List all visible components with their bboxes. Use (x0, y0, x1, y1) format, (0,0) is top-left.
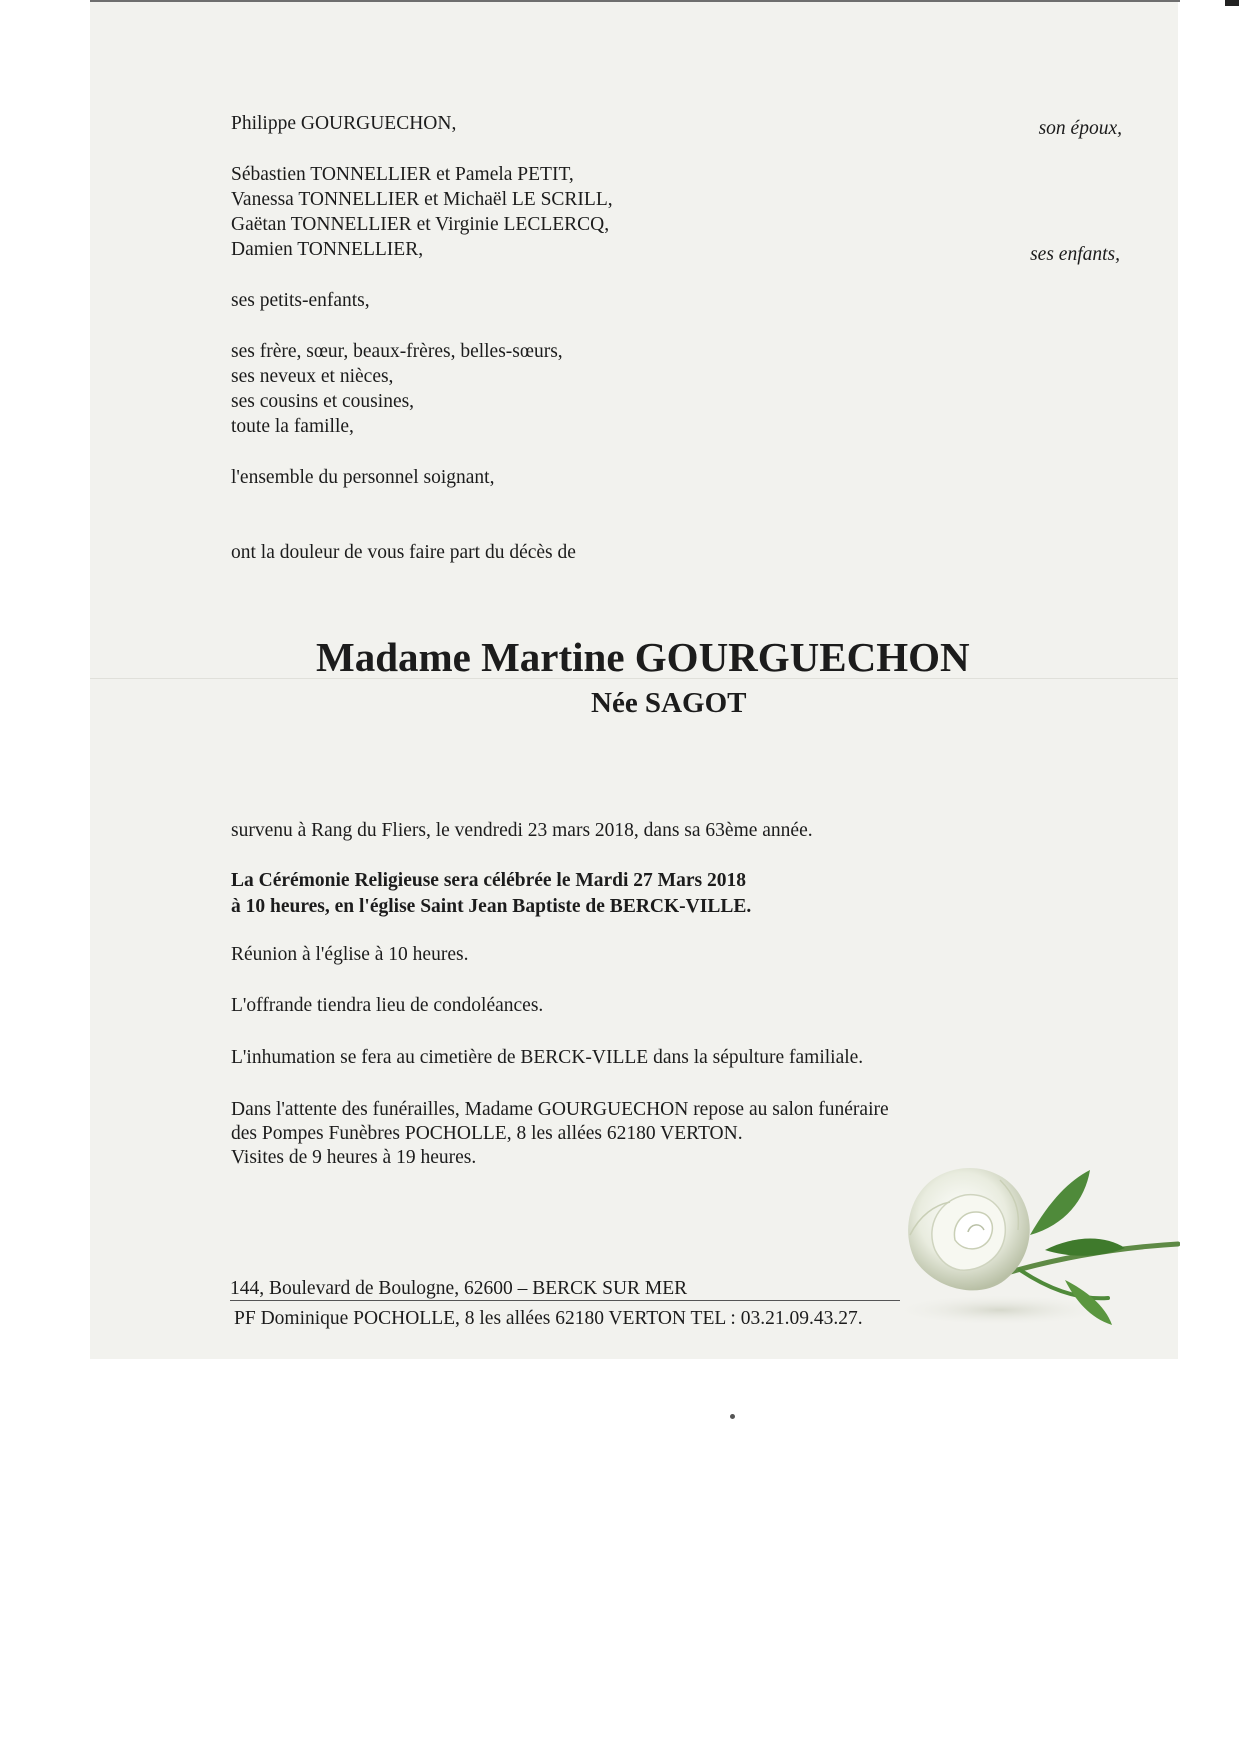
husband-name: Philippe GOURGUECHON, (231, 113, 457, 134)
burial-line: L'inhumation se fera au cimetière de BERCK-VILLE dans la sépulture familiale. (231, 1047, 864, 1068)
visitation-line: des Pompes Funèbres POCHOLLE, 8 les allées 62180 VERTON. (231, 1123, 743, 1144)
staff-line: l'ensemble du personnel soignant, (231, 467, 495, 488)
child-line: Vanessa TONNELLIER et Michaël LE SCRILL, (231, 189, 613, 210)
scan-corner-mark (1225, 0, 1239, 6)
deceased-maiden-name: Née SAGOT (591, 687, 747, 719)
footer-divider (230, 1300, 900, 1301)
relatives-line: ses neveux et nièces, (231, 366, 394, 387)
relatives-line: ses frère, sœur, beaux-frères, belles-sœurs, (231, 341, 563, 362)
children-role: ses enfants, (1030, 244, 1120, 265)
deceased-name: Madame Martine GOURGUECHON (316, 634, 970, 680)
relatives-line: toute la famille, (231, 416, 354, 437)
announcement-line: ont la douleur de vous faire part du décès de (231, 542, 576, 563)
meeting-line: Réunion à l'église à 10 heures. (231, 944, 469, 965)
ceremony-line: à 10 heures, en l'église Saint Jean Baptiste de BERCK-VILLE. (231, 896, 752, 917)
footer-funeral-home: PF Dominique POCHOLLE, 8 les allées 62180 VERTON TEL : 03.21.09.43.27. (234, 1308, 863, 1329)
offering-line: L'offrande tiendra lieu de condoléances. (231, 995, 544, 1016)
scan-speck (730, 1414, 735, 1419)
child-line: Sébastien TONNELLIER et Pamela PETIT, (231, 164, 574, 185)
white-rose-icon (880, 1140, 1180, 1330)
child-line: Damien TONNELLIER, (231, 239, 424, 260)
husband-role: son époux, (1038, 118, 1122, 139)
grandchildren-line: ses petits-enfants, (231, 290, 370, 311)
visitation-line: Visites de 9 heures à 19 heures. (231, 1147, 477, 1168)
ceremony-line: La Cérémonie Religieuse sera célébrée le Mardi 27 Mars 2018 (231, 870, 746, 891)
relatives-line: ses cousins et cousines, (231, 391, 415, 412)
visitation-line: Dans l'attente des funérailles, Madame GOURGUECHON repose au salon funéraire (231, 1099, 889, 1120)
child-line: Gaëtan TONNELLIER et Virginie LECLERCQ, (231, 214, 610, 235)
death-info: survenu à Rang du Fliers, le vendredi 23 mars 2018, dans sa 63ème année. (231, 820, 813, 841)
footer-address: 144, Boulevard de Boulogne, 62600 – BERCK SUR MER (230, 1278, 688, 1299)
